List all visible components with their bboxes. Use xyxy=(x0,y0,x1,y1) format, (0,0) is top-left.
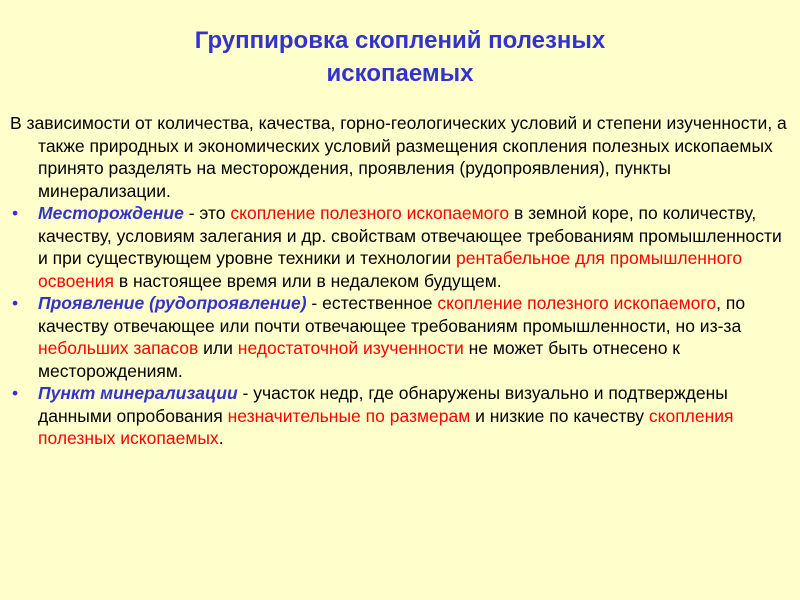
mineralization-highlight-2: скопления полезных ископаемых xyxy=(38,405,734,448)
bullet-dot-icon: • xyxy=(12,383,19,403)
mineralization-highlight-1: незначительные по размерам xyxy=(227,405,471,426)
bullet-mineralization-point xyxy=(10,382,788,450)
occurrence-highlight-1: скопление полезного ископаемого xyxy=(437,293,717,313)
occurrence-text-3: или xyxy=(198,338,238,358)
term-occurrence: Проявление (рудопроявление) xyxy=(38,293,307,313)
definitions-list xyxy=(10,202,788,450)
bullet-dot-icon: • xyxy=(12,203,19,223)
occurrence-text-4: не может быть отнесено к месторождениям. xyxy=(38,338,680,381)
intro-paragraph: В зависимости от количества, качества, горно-геологических условий и степени изученности, а также природных и экономических условий размещения скопления полезных ископаемых принято разделять на месторождения, проявления (рудопроявления), пункты минерализации. xyxy=(10,113,787,201)
title-line-2: ископаемых xyxy=(326,60,474,87)
bullet-occurrence xyxy=(10,292,788,382)
term-deposit: Месторождение xyxy=(38,203,184,223)
deposit-highlight-2: рентабельное для промышленного освоения xyxy=(38,248,743,291)
bullet-deposit xyxy=(10,202,788,292)
deposit-text-1: - это xyxy=(183,203,231,223)
bullet-dot-icon: • xyxy=(12,293,19,313)
title-line-1: Группировка скоплений полезных xyxy=(194,27,606,54)
occurrence-highlight-2: небольших запасов xyxy=(38,338,199,358)
deposit-text-3: в настоящее время или в недалеком будущем. xyxy=(113,270,502,291)
mineralization-text-1: - участок недр, где обнаружены визуально и подтверждены данными опробования xyxy=(38,383,728,426)
deposit-text-2: в земной коре, по количеству, качеству, условиям залегания и др. свойствам отвечающее требованиям промышленности и при существующем уровне техники и технологии xyxy=(38,203,782,268)
mineralization-text-2: и низкие по качеству xyxy=(470,405,649,426)
occurrence-text-1: - естественное xyxy=(306,293,438,313)
occurrence-text-2: , по качеству отвечающее или почти отвечающее требованиям промышленности, но из-за xyxy=(38,293,746,336)
term-mineralization-point: Пункт минерализации xyxy=(38,383,238,403)
slide-body xyxy=(10,112,788,450)
occurrence-highlight-3: недостаточной изученности xyxy=(237,338,464,358)
slide-title xyxy=(0,24,800,90)
deposit-highlight-1: скопление полезного ископаемого xyxy=(230,203,510,223)
mineralization-text-3: . xyxy=(218,428,224,448)
